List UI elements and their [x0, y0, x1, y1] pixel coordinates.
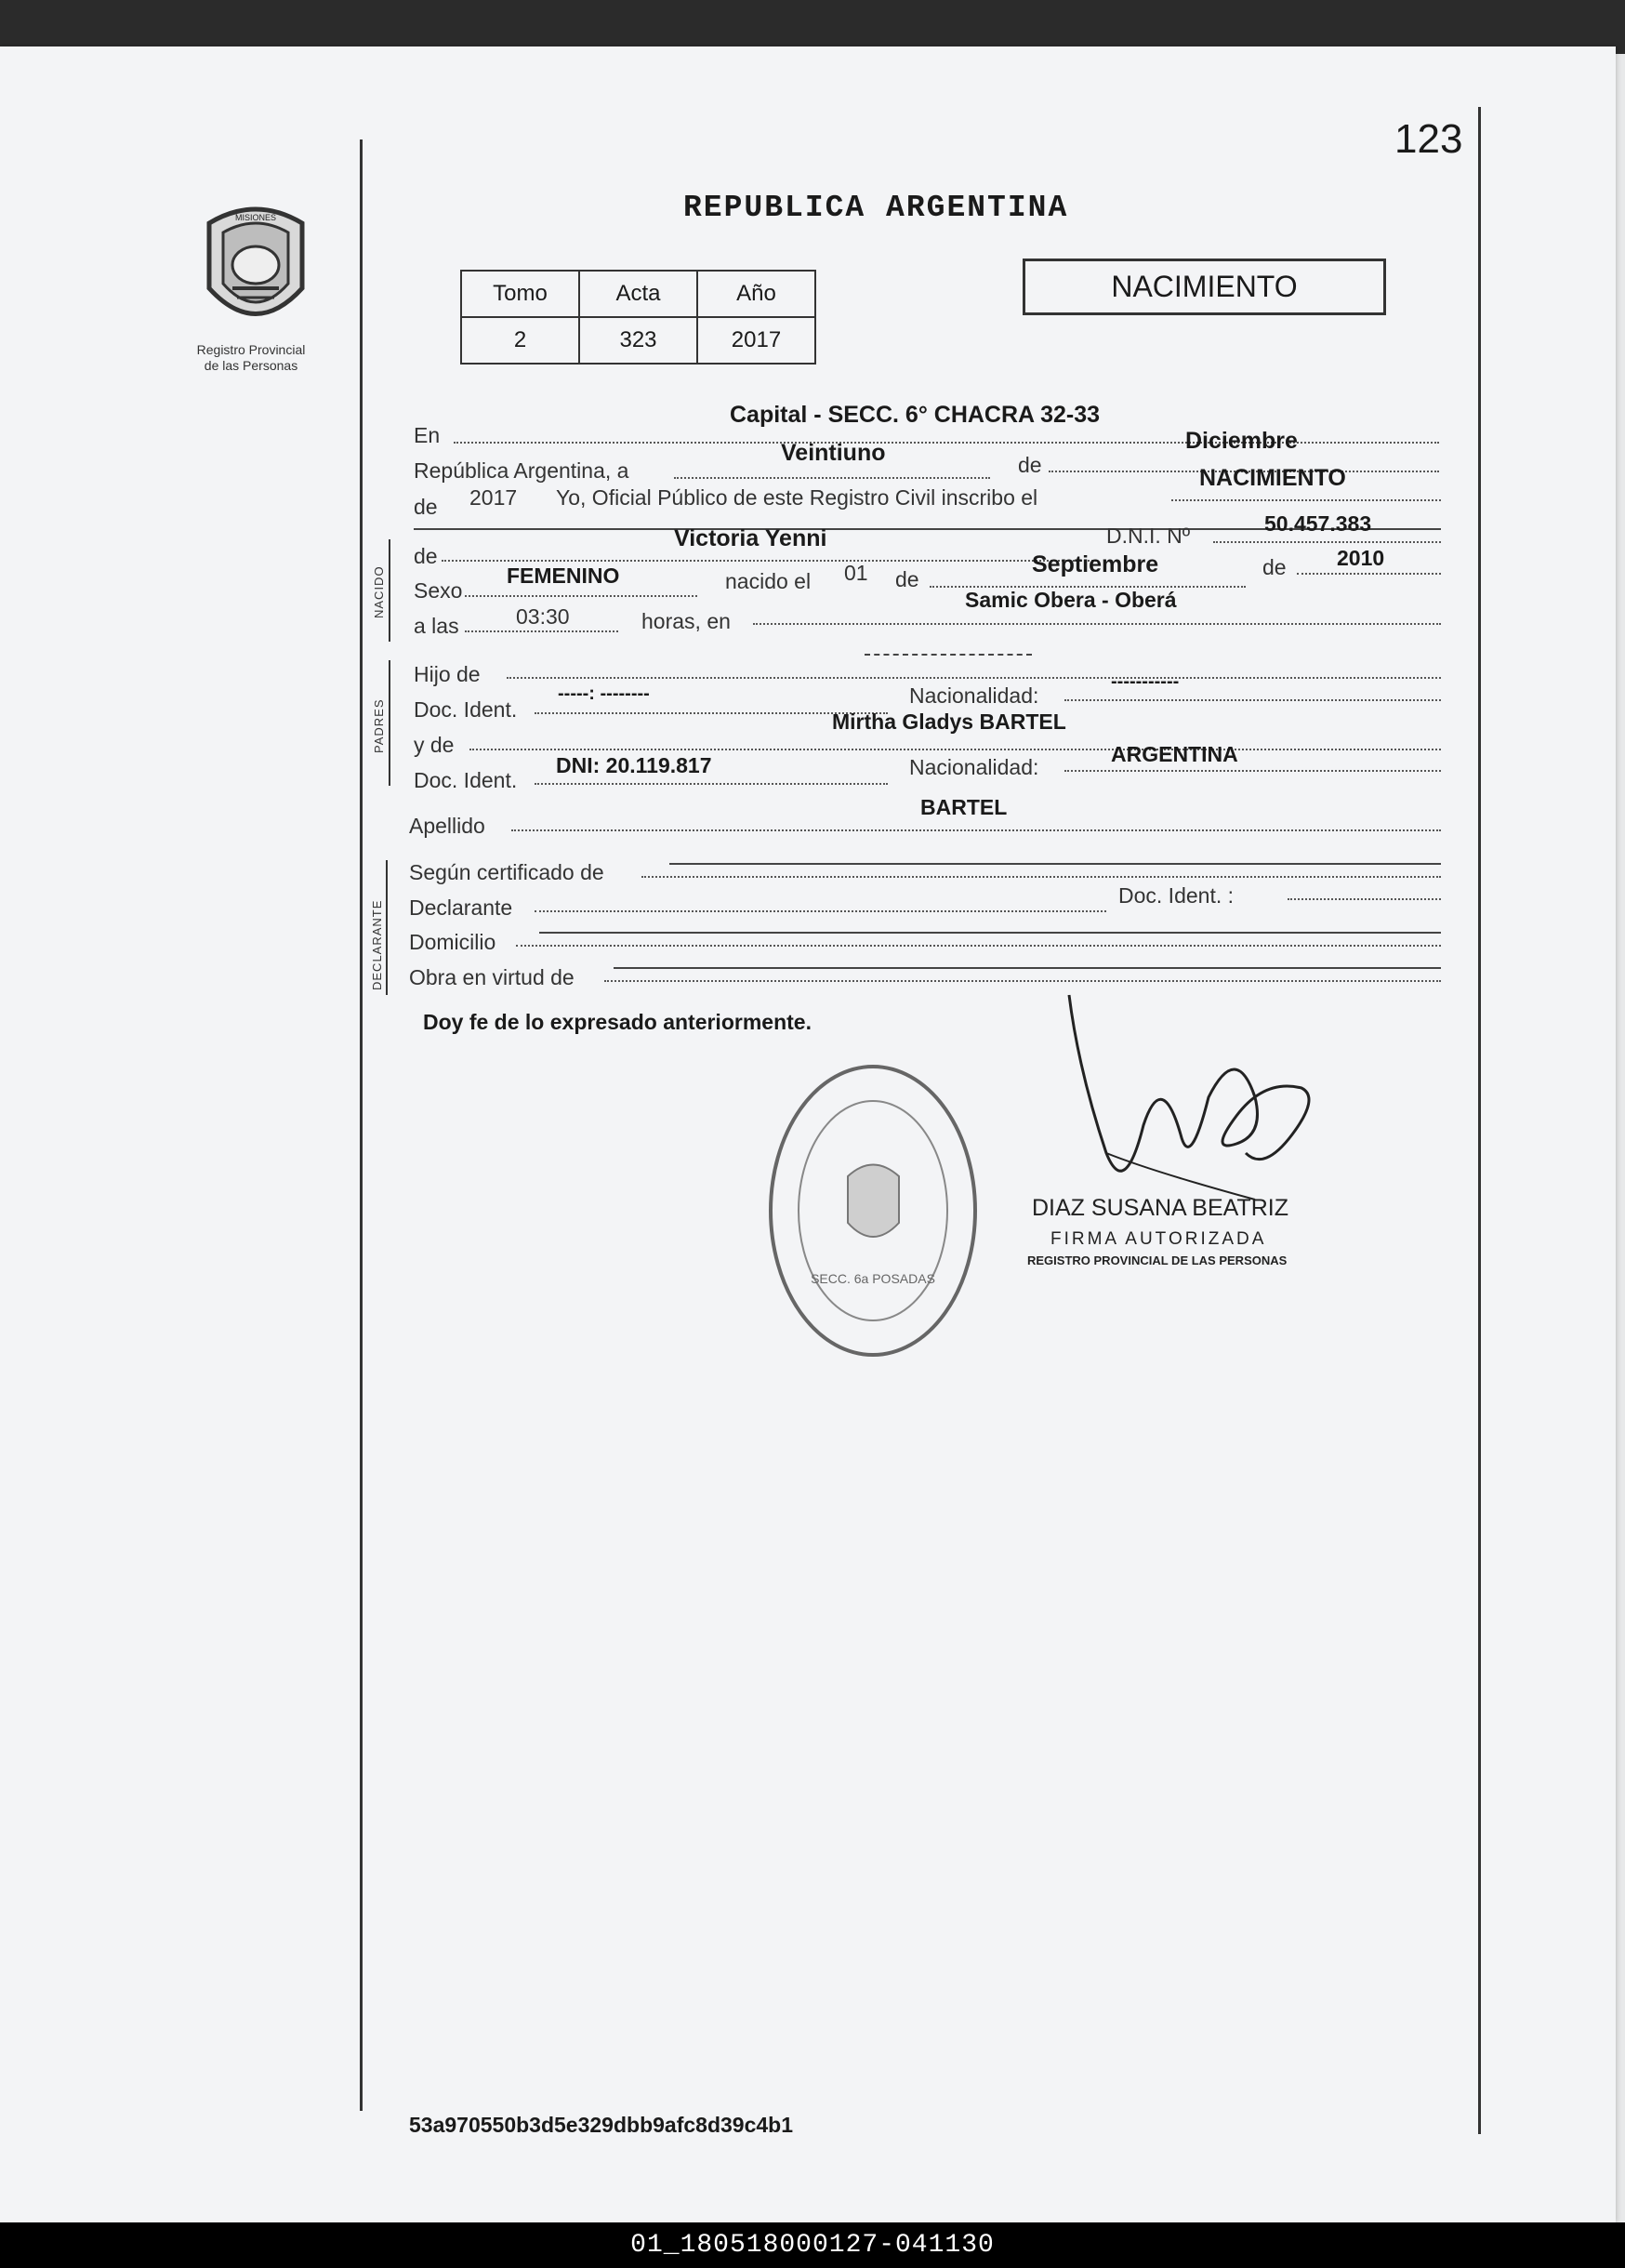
- doc-ident-mother-value: DNI: 20.119.817: [556, 753, 712, 777]
- de3-label: de: [414, 544, 438, 568]
- yo-label: Yo, Oficial Público de este Registro Civil inscribo el: [556, 485, 1038, 510]
- mother-line: [469, 749, 1441, 750]
- value-ano: 2017: [697, 317, 815, 364]
- inscribo-value: NACIMIENTO: [1199, 465, 1346, 491]
- sexo-value: FEMENINO: [507, 564, 620, 588]
- scan-footer-code: 01_180518000127-041130: [0, 2222, 1625, 2268]
- time-value: 03:30: [516, 604, 570, 629]
- header-ano: Año: [697, 271, 815, 317]
- year-value: 2017: [469, 485, 518, 510]
- declarante-label: Declarante: [409, 895, 513, 920]
- birth-month-value: Septiembre: [1032, 551, 1159, 577]
- left-margin-rule: [360, 139, 363, 2111]
- place-line: [753, 623, 1441, 625]
- declarante-side-label: DECLARANTE: [370, 899, 384, 990]
- crest-caption: Registro Provincial de las Personas: [196, 342, 306, 373]
- de-label: de: [1018, 453, 1042, 477]
- day-value: Veintiuno: [781, 440, 886, 466]
- birth-day-value: 01: [844, 561, 868, 585]
- doc-ident3-line: [1288, 898, 1441, 900]
- horas-label: horas, en: [641, 609, 731, 633]
- name-line: [442, 560, 1097, 562]
- nacido-bracket: [389, 539, 390, 642]
- de4-label: de: [895, 567, 919, 591]
- y-de-label: y de: [414, 733, 455, 757]
- month-value: Diciembre: [1185, 428, 1298, 454]
- doc-ident-label: Doc. Ident.: [414, 697, 518, 722]
- value-tomo: 2: [461, 317, 579, 364]
- dni-label: D.N.I. Nº: [1106, 524, 1191, 548]
- obra-solid: [614, 967, 1441, 969]
- svg-text:SECC. 6a POSADAS: SECC. 6a POSADAS: [811, 1271, 935, 1286]
- padres-bracket: [389, 660, 390, 786]
- republica-label: República Argentina, a: [414, 458, 629, 483]
- document-title: REPUBLICA ARGENTINA: [683, 191, 1069, 225]
- signer-role: FIRMA AUTORIZADA: [1050, 1229, 1267, 1249]
- nacionalidad2-label: Nacionalidad:: [909, 755, 1039, 779]
- doc-ident2-label: Doc. Ident.: [414, 768, 518, 792]
- domicilio-label: Domicilio: [409, 930, 496, 954]
- nacionalidad-father-line: [1064, 699, 1441, 701]
- obra-line: [604, 980, 1441, 982]
- en-label: En: [414, 423, 441, 447]
- doc-ident3-label: Doc. Ident. :: [1118, 883, 1235, 908]
- svg-text:MISIONES: MISIONES: [234, 213, 277, 222]
- de5-label: de: [1262, 555, 1287, 579]
- padres-side-label: PADRES: [372, 698, 386, 753]
- record-type-box: NACIMIENTO: [1023, 259, 1386, 315]
- de2-label: de: [414, 495, 438, 519]
- inscribo-line: [1171, 499, 1441, 501]
- signer-name: DIAZ SUSANA BEATRIZ: [1032, 1195, 1288, 1221]
- declarante-bracket: [386, 860, 388, 995]
- mother-value: Mirtha Gladys BARTEL: [832, 710, 1066, 734]
- nacionalidad-label: Nacionalidad:: [909, 683, 1039, 708]
- signer-org: REGISTRO PROVINCIAL DE LAS PERSONAS: [1027, 1253, 1288, 1267]
- day-line: [674, 477, 990, 479]
- apellido-label: Apellido: [409, 814, 485, 838]
- doc-ident-father-value: -----: --------: [558, 683, 650, 704]
- domicilio-solid: [539, 932, 1441, 934]
- nacido-el-label: nacido el: [725, 569, 812, 593]
- name-value: Victoria Yenni: [674, 525, 827, 551]
- domicilio-line: [516, 945, 1441, 947]
- segun-line: [641, 876, 1441, 878]
- official-seal-icon: [764, 1060, 983, 1362]
- nacionalidad-mother-line: [1064, 770, 1441, 772]
- father-line: [507, 677, 1441, 679]
- dni-line: [1213, 541, 1441, 543]
- apellido-line: [511, 829, 1441, 831]
- document-hash: 53a970550b3d5e329dbb9afc8d39c4b1: [409, 2113, 794, 2137]
- sexo-line: [465, 595, 697, 597]
- provincial-crest-icon: [191, 200, 321, 339]
- nacionalidad-mother-value: ARGENTINA: [1111, 742, 1238, 766]
- value-acta: 323: [579, 317, 697, 364]
- right-margin-rule: [1478, 107, 1481, 2134]
- en-value: Capital - SECC. 6° CHACRA 32-33: [730, 402, 1101, 428]
- place-dash: [865, 654, 1032, 656]
- closing-statement: Doy fe de lo expresado anteriormente.: [423, 1010, 812, 1034]
- record-table: [460, 270, 816, 365]
- doc-ident-mother-line: [535, 783, 888, 785]
- dni-value: 50.457.383: [1264, 511, 1372, 536]
- time-line: [465, 630, 618, 632]
- header-acta: Acta: [579, 271, 697, 317]
- nacido-side-label: NACIDO: [372, 565, 386, 618]
- birth-year-value: 2010: [1337, 546, 1385, 570]
- birth-year-line: [1297, 573, 1441, 575]
- hijo-de-label: Hijo de: [414, 662, 481, 686]
- page-number: 123: [1394, 116, 1463, 162]
- a-las-label: a las: [414, 614, 459, 638]
- segun-label: Según certificado de: [409, 860, 604, 884]
- sexo-label: Sexo: [414, 578, 463, 603]
- nacionalidad-father-value: -----------: [1111, 671, 1180, 692]
- place-value: Samic Obera - Oberá: [965, 588, 1177, 612]
- obra-label: Obra en virtud de: [409, 965, 575, 989]
- header-tomo: Tomo: [461, 271, 579, 317]
- apellido-value: BARTEL: [920, 795, 1008, 819]
- segun-solid: [669, 863, 1441, 865]
- declarante-line: [535, 910, 1106, 912]
